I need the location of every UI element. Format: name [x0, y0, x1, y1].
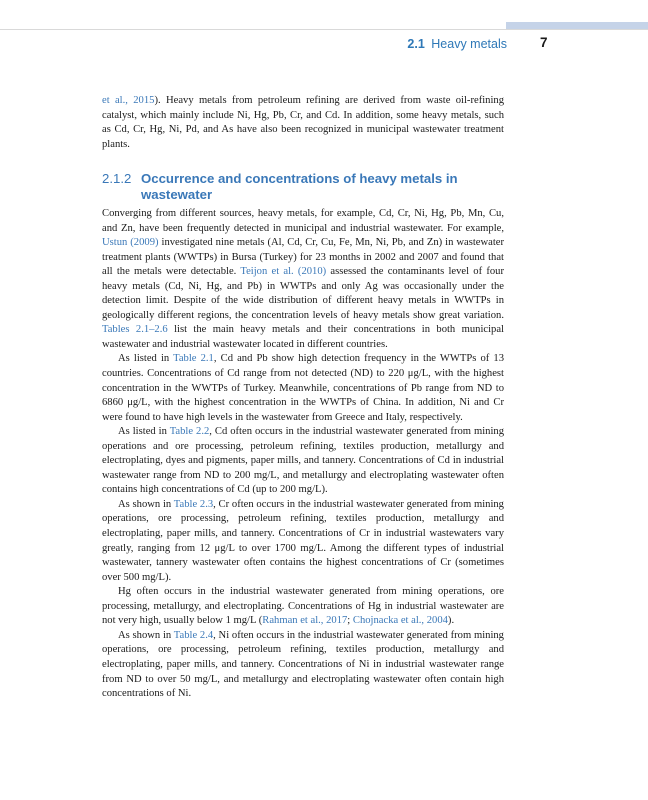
section-heading	[102, 171, 504, 203]
intro-paragraph	[102, 94, 504, 152]
section-number: 2.1.2	[102, 171, 132, 186]
running-head-section-number: 2.1	[407, 37, 425, 51]
paragraph-text: ).	[447, 615, 455, 627]
section-title: Occurrence and concentrations of heavy metals in wastewater	[141, 171, 458, 202]
paragraph-text: , Ni often occurs in the industrial wastewater generated from mining operations, ore processing, petroleum refining, textiles production, metallurgy and electroplating, paper mills, and tannery. Concentrations of Ni in industrial wastewater range from ND to over 50 mg/L, and metallurgy and electroplating wastewater often contain high concentrations of Ni.	[102, 629, 504, 700]
citation-separator: ;	[347, 615, 353, 627]
table-link[interactable]: Table 2.3	[173, 498, 214, 510]
body-paragraph	[102, 352, 504, 425]
citation-link[interactable]: Rahman et al., 2017	[262, 615, 348, 627]
paragraph-text: As listed in	[118, 353, 174, 365]
paragraph-text: Converging from different sources, heavy metals, for example, Cd, Cr, Ni, Hg, Pb, Mn, Cu, and Zn, have been frequently detected in municipal and industrial wastewater. For example,	[102, 208, 504, 234]
paragraph-text: , Cr often occurs in the industrial wastewater generated from mining operations, ore processing, petroleum refining, textiles production, metallurgy and electroplating, paper mills, and tannery. Concentrations of Cr in industrial wastewaters vary greatly, ranging from 12 μg/L to over 1700 mg/L. Among the different types of industrial wastewater, tannery wastewater often contains the highest concentrations of Cr (sometimes over 500 mg/L).	[102, 498, 504, 583]
citation-link[interactable]: Chojnacka et al., 2004	[352, 615, 448, 627]
citation-link[interactable]: et al., 2015	[102, 95, 155, 106]
running-head	[407, 37, 507, 51]
paragraph-text: , Cd and Pb show high detection frequency in the WWTPs of 13 countries. Concentrations of Cd range from not detected (ND) to 220 μg/L, with the highest concentration in the WWTPs of Turkey. Meanwhile, concentrations of Pb range from ND to 6860 μg/L, with the highest concentration in the WWTPs of China. In addition, Ni and Cr were found to have high levels in the wastewater from Greece and Italy, respectively.	[102, 353, 504, 423]
paragraph-text: , Cd often occurs in the industrial wastewater generated from mining operations and ore processing, petroleum refining, textiles production, metallurgy and electroplating, dyes and pigments, paper mills, and tannery. Concentrations of Cd in industrial wastewater range from ND to 200 mg/L, and metallurgy and electroplating wastewater often contains high concentrations of Cd (up to 200 mg/L).	[102, 426, 504, 496]
intro-text: ). Heavy metals from petroleum refining are derived from waste oil-refining catalyst, which mainly include Ni, Hg, Pb, Cr, and Cd. In addition, some heavy metals, such as Cd, Cr, Hg, Ni, Pd, and As have also been recognized in municipal wastewater treatment plants.	[102, 95, 504, 150]
body-paragraph	[102, 629, 504, 702]
body-paragraph	[102, 207, 504, 352]
paragraph-text: assessed the contaminants level of four heavy metals (Cd, Ni, Hg, and Pb) in WWTPs and only Ag was occasionally under the detection limit. Despite of the wide distribution of different heavy metals in WWTPs in geologically different regions, the concentration levels of heavy metals show great variation.	[102, 266, 504, 321]
table-link[interactable]: Table 2.4	[173, 629, 214, 641]
paragraph-text: investigated nine metals (Al, Cd, Cr, Cu, Fe, Mn, Ni, Pb, and Zn) in wastewater treatment plants (WWTPs) in Bursa (Turkey) for 23 months in 2002 and 2007 and found that all the metals were detectable.	[102, 237, 504, 278]
body-paragraph	[102, 585, 504, 629]
header-rule	[0, 29, 648, 30]
table-link[interactable]: Table 2.1	[173, 353, 214, 365]
citation-link[interactable]: Ustun (2009)	[102, 237, 159, 249]
paragraph-text: As listed in	[118, 426, 170, 438]
page-number: 7	[540, 35, 548, 50]
running-head-section-title: Heavy metals	[431, 37, 507, 51]
paragraph-text: Hg often occurs in the industrial wastewater generated from mining operations, ore processing, metallurgy, and electroplating. Concentrations of Hg in industrial wastewater are not very high, usually below 1 mg/L (	[102, 586, 504, 627]
table-link[interactable]: Table 2.2	[169, 426, 210, 438]
paragraph-text: list the main heavy metals and their concentrations in both municipal wastewater and industrial wastewater located in different countries.	[102, 324, 504, 350]
body-paragraph	[102, 425, 504, 498]
section-body	[102, 207, 504, 702]
citation-link[interactable]: Teijon et al. (2010)	[240, 266, 327, 278]
paragraph-text: As shown in	[118, 498, 174, 510]
body-paragraph	[102, 498, 504, 585]
table-link[interactable]: Tables 2.1–2.6	[102, 324, 168, 336]
paragraph-text: As shown in	[118, 629, 174, 641]
